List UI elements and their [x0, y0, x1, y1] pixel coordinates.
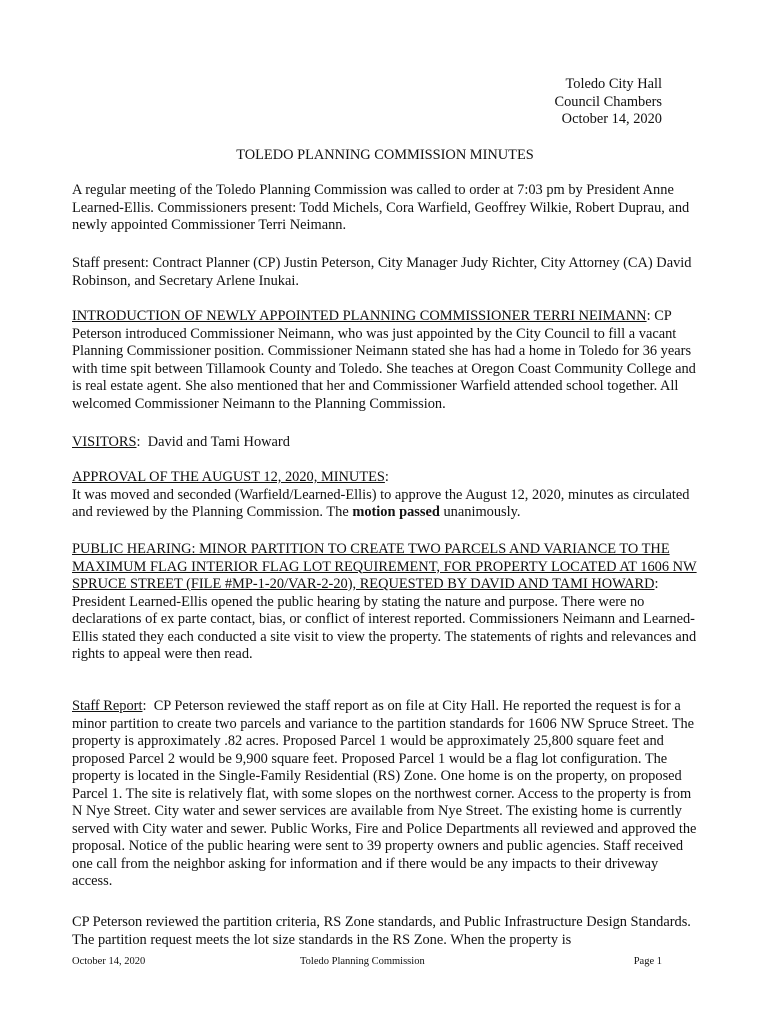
- heading-colon: :: [136, 434, 148, 450]
- location-line-1: Toledo City Hall: [565, 76, 662, 92]
- footer-page-number: Page 1: [633, 956, 662, 967]
- staff-report-text: CP Peterson reviewed the staff report as on file at City Hall. He reported the request is for a minor partition to create two parcels and variance to the partition standards for 1606 NW Spruce Street. The property is approximately .82 acres. Proposed Parcel 1 would be approximately 25,800 square feet and proposed Parcel 2 would be 9,900 square feet. Proposed Parcel 1 would be a flag lot configuration. The property is located in the Single-Family Residential (RS) Zone. One home is on the property, on proposed Parcel 1. The site is relatively flat, with some slopes on the northwest corner. Access to the property is from N Nye Street. City water and sewer services are available from Nye Street. The existing home is currently served with City water and sewer. Public Works, Fire and Police Departments all reviewed and approved the proposal. Notice of the public hearing were sent to 39 property owners and public agencies. Staff received one call from the neighbor asking for information and if there would be any impacts to their driveway access.: [72, 698, 697, 889]
- location-line-2: Council Chambers: [554, 93, 662, 110]
- introduction-text: CP Peterson introduced Commissioner Neimann, who was just appointed by the City Council to fill a vacant Planning Commissioner position. Commissioner Neimann stated she has had a home in Toledo for 36 years with time spit between Tillamook County and Toledo. She teaches at Oregon Coast Community College and is real estate agent. She also mentioned that her and Commissioner Warfield attended school together. All welcomed Commissioner Neimann to the Planning Commission.: [72, 308, 696, 412]
- approval-heading: APPROVAL OF THE AUGUST 12, 2020, MINUTES: [72, 469, 385, 485]
- introduction-section: [72, 308, 698, 413]
- partition-review-paragraph: CP Peterson reviewed the partition criteria, RS Zone standards, and Public Infrastructure Design Standards. The partition request meets the lot size standards in the RS Zone. When the property is: [72, 914, 691, 948]
- meeting-date: October 14, 2020: [561, 111, 662, 127]
- visitors-text: David and Tami Howard: [147, 434, 290, 450]
- public-hearing-heading: PUBLIC HEARING: MINOR PARTITION TO CREATE TWO PARCELS AND VARIANCE TO THE MAXIMUM FLAG INTERIOR FLAG LOT REQUIREMENT, FOR PROPERTY LOCATED AT 1606 NW SPRUCE STREET (FILE #MP-1-20/VAR-2-20), REQUESTED BY DAVID AND TAMI HOWARD: [72, 541, 697, 592]
- footer-date: October 14, 2020: [72, 956, 146, 967]
- footer-commission-name: Toledo Planning Commission: [300, 956, 425, 967]
- visitors-heading: VISITORS: [72, 434, 137, 450]
- page-footer: [72, 955, 662, 971]
- meeting-location-block: [540, 76, 662, 129]
- staff-present-paragraph: Staff present: Contract Planner (CP) Justin Peterson, City Manager Judy Richter, City Attorney (CA) David Robinson, and Secretary Arlene Inukai.: [72, 255, 692, 289]
- call-to-order-paragraph: A regular meeting of the Toledo Planning Commission was called to order at 7:03 pm by President Anne Learned-Ellis. Commissioners present: Todd Michels, Cora Warfield, Geoffrey Wilkie, Robert Duprau, and newly appointed Commissioner Terri Neimann.: [72, 182, 690, 233]
- public-hearing-section: [72, 541, 698, 664]
- heading-colon: :: [654, 576, 659, 592]
- staff-report-heading: Staff Report: [72, 698, 143, 714]
- heading-colon: :: [646, 308, 651, 324]
- motion-result: motion passed: [352, 504, 440, 520]
- visitors-section: [72, 434, 698, 452]
- staff-report-section: [72, 698, 698, 891]
- approval-text: It was moved and seconded (Warfield/Learned-Ellis) to approve the August 12, 2020, minutes as circulated and reviewed by the Planning Commission. The: [72, 486, 690, 520]
- approval-text-end: unanimously.: [439, 504, 521, 520]
- public-hearing-text: President Learned-Ellis opened the public hearing by stating the nature and purpose. There were no declarations of ex parte contact, bias, or conflict of interest reported. Commissioners Neimann and Learned-Ellis stated they each conducted a site visit to view the property. The statements of rights and relevances and rights to appeal were then read.: [72, 593, 697, 662]
- document-title: TOLEDO PLANNING COMMISSION MINUTES: [236, 147, 534, 163]
- heading-colon: :: [142, 698, 154, 714]
- heading-colon: :: [384, 469, 389, 485]
- approval-section: [72, 469, 698, 522]
- introduction-heading: INTRODUCTION OF NEWLY APPOINTED PLANNING COMMISSIONER TERRI NEIMANN: [72, 308, 647, 324]
